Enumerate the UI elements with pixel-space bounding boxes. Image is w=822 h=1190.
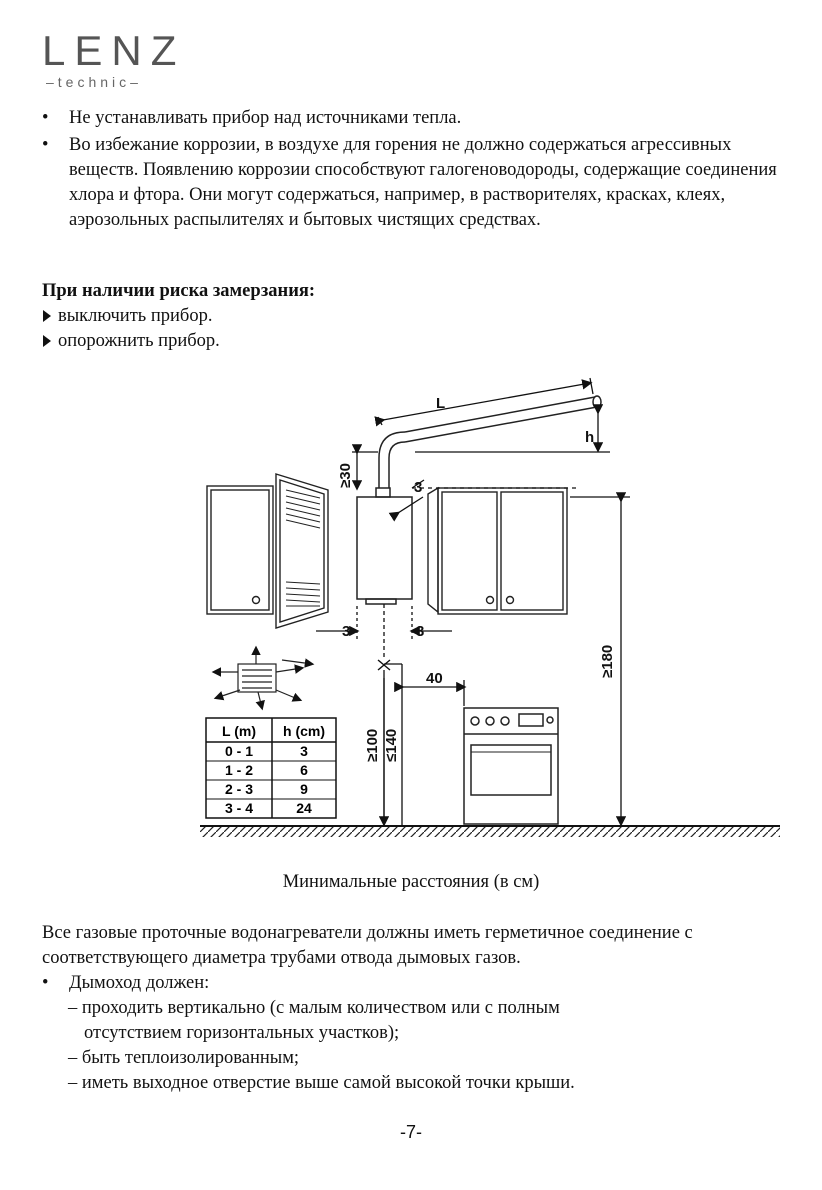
airflow-diagram [214, 648, 312, 708]
intro-bullet: • Во избежание коррозии, в воздухе для горения не должно содержаться агрессивных веществ. Появлению коррозии способствуют галогеноводороды, содержащие соединения хлора и фтора. Они могут содержаться, например, в растворителях, красках, клеях, аэрозольных распылителях и бытовых чистящих средствах. [42, 133, 782, 233]
table-cell: 0 - 1 [224, 743, 254, 759]
table-cell: 1 - 2 [224, 762, 254, 778]
left-cabinet [207, 474, 328, 628]
label-min30: ≥30 [337, 463, 354, 488]
table-cell: 3 - 4 [224, 800, 254, 816]
floor [200, 826, 780, 837]
flue-item-continuation: отсутствием горизонтальных участков); [84, 1023, 400, 1043]
table-cell: 6 [300, 762, 308, 778]
table-cell: 2 - 3 [224, 781, 254, 797]
page-number: -7- [400, 1122, 422, 1142]
flue-bullet: • Дымоход должен: [42, 971, 782, 996]
freeze-heading: При наличии риска замерзания: [42, 281, 316, 301]
label-min180: ≥180 [599, 644, 616, 678]
label-L: L [436, 395, 446, 412]
table-cell: 3 [300, 743, 308, 759]
brand-tagline-text: technic [57, 74, 131, 90]
table-header: L (m) [222, 723, 256, 739]
flue-item: – быть теплоизолированным; [68, 1048, 300, 1068]
dimension-labels [337, 395, 616, 762]
label-gap3-top: 3 [414, 479, 423, 496]
flue-intro: Все газовые проточные водонагреватели должны иметь герметичное соединение с соответствующего диаметра трубами отвода дымовых газов. [42, 923, 693, 968]
label-min100: ≥100 [364, 728, 381, 762]
freeze-step: опорожнить прибор. [42, 329, 782, 354]
brand-tagline: –technic– [46, 74, 142, 90]
table-cell: 9 [300, 781, 308, 797]
label-dist40: 40 [426, 670, 443, 687]
label-gap3-right: 3 [416, 623, 425, 640]
table-cell: 24 [296, 800, 312, 816]
label-gap3-left: 3 [342, 623, 351, 640]
label-max140: ≤140 [383, 728, 400, 762]
diagram-caption: Минимальные расстояния (в см) [282, 872, 540, 892]
label-h: h [585, 429, 595, 446]
intro-bullet: • Не устанавливать прибор над источниками тепла. [42, 106, 782, 131]
brand-name: LENZ [42, 27, 186, 74]
flue-section [42, 921, 782, 1096]
right-cabinets [428, 488, 567, 614]
stove [464, 708, 558, 824]
flue-item: – проходить вертикально (с малым количеством или с полным [68, 998, 560, 1018]
table-header: h (cm) [283, 723, 325, 739]
lh-table [206, 718, 336, 818]
flue-item: – иметь выходное отверстие выше самой высокой точки крыши. [68, 1073, 575, 1093]
water-heater [357, 396, 601, 604]
freeze-step: выключить прибор. [42, 304, 782, 329]
